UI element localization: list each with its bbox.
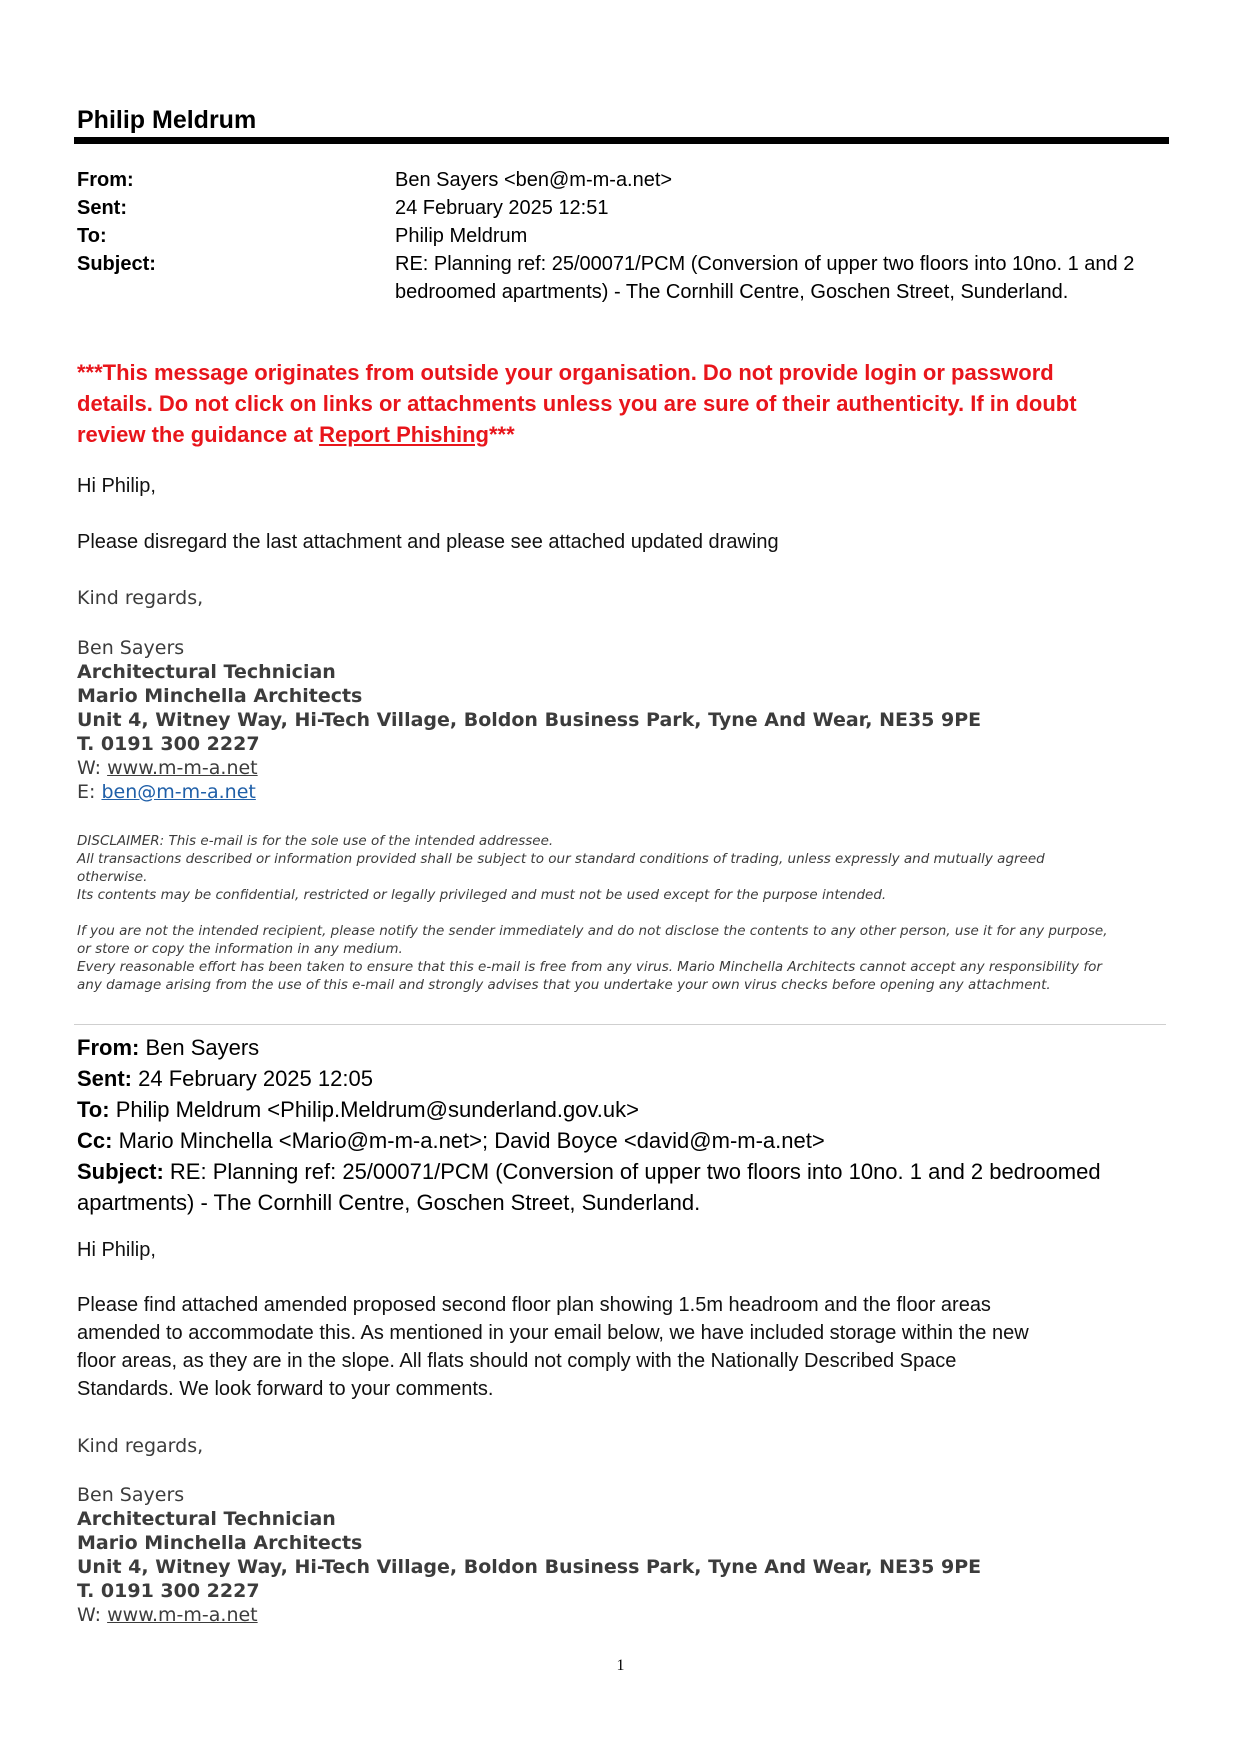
web-label: W: (77, 1604, 108, 1626)
warning-line-3-suffix: *** (488, 422, 515, 447)
signature-role: Architectural Technician (77, 661, 336, 683)
signature-name: Ben Sayers (77, 637, 185, 659)
quoted-to-row (77, 1094, 1172, 1125)
from-value: Ben Sayers <ben@m-m-a.net> (395, 169, 673, 191)
message-2-line: Standards. We look forward to your comments. (77, 1378, 494, 1400)
disclaimer-line: All transactions described or information provided shall be subject to our standard conditions of trading, unless expressly and mutually agreed (77, 851, 1045, 867)
subject-line-2: bedroomed apartments) - The Cornhill Centre, Goschen Street, Sunderland. (395, 281, 1069, 303)
quoted-subject-row (77, 1156, 1172, 1187)
header-subject-row (77, 250, 1167, 306)
email-header (77, 166, 1167, 306)
email-link[interactable]: ben@m-m-a.net (101, 781, 256, 803)
signature-block-2 (77, 1483, 981, 1627)
quoted-cc-label: Cc: (77, 1128, 113, 1153)
quoted-sent-value: 24 February 2025 12:05 (132, 1066, 373, 1091)
signature-address: Unit 4, Witney Way, Hi-Tech Village, Boldon Business Park, Tyne And Wear, NE35 9PE (77, 709, 982, 731)
greeting-2: Hi Philip, (77, 1239, 156, 1261)
subject-value (395, 250, 1167, 306)
quoted-cc-value: Mario Minchella <Mario@m-m-a.net>; David Boyce <david@m-m-a.net> (112, 1128, 825, 1153)
title-divider (74, 137, 1169, 144)
external-email-warning (77, 357, 1172, 450)
website-link[interactable]: www.m-m-a.net (107, 1604, 258, 1626)
greeting-1: Hi Philip, (77, 475, 156, 497)
to-label: To: (77, 225, 107, 247)
quoted-subject-row-2: apartments) - The Cornhill Centre, Goschen Street, Sunderland. (77, 1190, 701, 1215)
quoted-from-row (77, 1032, 1172, 1063)
from-label: From: (77, 169, 134, 191)
disclaimer-gap (77, 904, 1172, 922)
signature-web-row (77, 1603, 981, 1627)
signature-address: Unit 4, Witney Way, Hi-Tech Village, Boldon Business Park, Tyne And Wear, NE35 9PE (77, 1556, 982, 1578)
subject-line-1: RE: Planning ref: 25/00071/PCM (Conversion of upper two floors into 10no. 1 and 2 (395, 253, 1135, 275)
signature-email-row (77, 780, 981, 804)
warning-line-2: details. Do not click on links or attachments unless you are sure of their authenticity. If in doubt (77, 391, 1077, 416)
quoted-sent-row (77, 1063, 1172, 1094)
signature-phone: T. 0191 300 2227 (77, 1580, 260, 1602)
warning-line-1: ***This message originates from outside your organisation. Do not provide login or password (77, 360, 1054, 385)
header-to-row (77, 222, 1167, 250)
message-2-line: amended to accommodate this. As mentioned in your email below, we have included storage within the new (77, 1322, 1029, 1344)
disclaimer-line: DISCLAIMER: This e-mail is for the sole use of the intended addressee. (77, 833, 554, 849)
disclaimer-line: If you are not the intended recipient, please notify the sender immediately and do not disclose the contents to any other person, use it for any purpose, (77, 923, 1108, 939)
disclaimer-block (77, 832, 1172, 994)
email-label: E: (77, 781, 102, 803)
signature-name: Ben Sayers (77, 1484, 185, 1506)
signature-web-row (77, 756, 981, 780)
header-sent-row (77, 194, 1167, 222)
subject-label: Subject: (77, 253, 156, 275)
message-separator (74, 1024, 1166, 1025)
page-title: Philip Meldrum (77, 106, 257, 134)
quoted-from-label: From: (77, 1035, 140, 1060)
disclaimer-line: Its contents may be confidential, restricted or legally privileged and must not be used except for the purpose intended. (77, 887, 887, 903)
sent-value: 24 February 2025 12:51 (395, 197, 609, 219)
to-value: Philip Meldrum (395, 225, 528, 247)
quoted-sent-label: Sent: (77, 1066, 132, 1091)
disclaimer-line: otherwise. (77, 869, 148, 885)
disclaimer-line: Every reasonable effort has been taken to ensure that this e-mail is free from any virus. Mario Minchella Architects cannot accept any responsibility for (77, 959, 1102, 975)
quoted-subject-label: Subject: (77, 1159, 164, 1184)
page-number: 1 (616, 1657, 625, 1674)
web-label: W: (77, 757, 108, 779)
message-1-body: Please disregard the last attachment and please see attached updated drawing (77, 531, 779, 553)
signature-role: Architectural Technician (77, 1508, 336, 1530)
message-2-body (77, 1291, 1029, 1403)
header-from-row (77, 166, 1167, 194)
signature-block (77, 636, 981, 804)
closing-1: Kind regards, (77, 587, 204, 609)
disclaimer-line: any damage arising from the use of this e-mail and strongly advises that you undertake your own virus checks before opening any attachment. (77, 977, 1051, 993)
quoted-to-label: To: (77, 1097, 110, 1122)
sent-label: Sent: (77, 197, 127, 219)
closing-2: Kind regards, (77, 1435, 204, 1457)
report-phishing-link[interactable]: Report Phishing (319, 422, 489, 447)
quoted-to-value: Philip Meldrum <Philip.Meldrum@sunderland.gov.uk> (109, 1097, 639, 1122)
quoted-from-value: Ben Sayers (139, 1035, 260, 1060)
message-2-line: Please find attached amended proposed second floor plan showing 1.5m headroom and the floor areas (77, 1294, 991, 1316)
message-2-line: floor areas, as they are in the slope. All flats should not comply with the Nationally Described Space (77, 1350, 957, 1372)
quoted-email-header (77, 1032, 1172, 1218)
website-link[interactable]: www.m-m-a.net (107, 757, 258, 779)
quoted-subject-line-1: RE: Planning ref: 25/00071/PCM (Conversion of upper two floors into 10no. 1 and 2 bedroomed (163, 1159, 1101, 1184)
disclaimer-line: or store or copy the information in any medium. (77, 941, 403, 957)
signature-phone: T. 0191 300 2227 (77, 733, 260, 755)
signature-company: Mario Minchella Architects (77, 685, 363, 707)
warning-line-3-prefix: review the guidance at (77, 422, 320, 447)
signature-company: Mario Minchella Architects (77, 1532, 363, 1554)
quoted-cc-row (77, 1125, 1172, 1156)
